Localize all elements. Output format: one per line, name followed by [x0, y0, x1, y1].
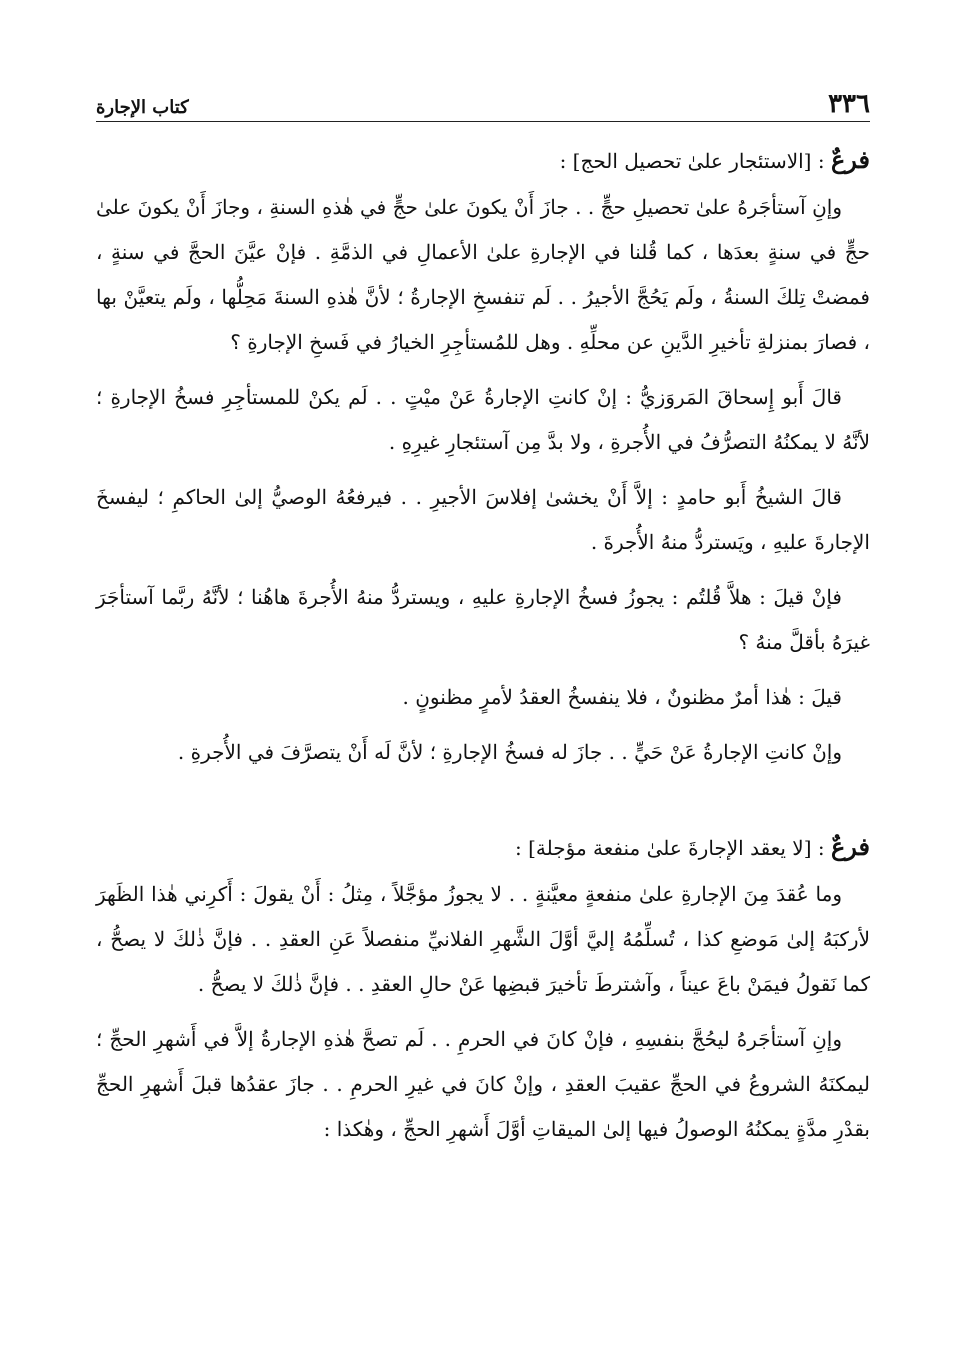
section-heading	[96, 825, 870, 870]
section-spacer	[96, 785, 870, 825]
paragraph: قالَ أَبو إِسحاقَ المَروَزيُّ : إنْ كانتِ الإجارةُ عَنْ ميْتٍ . . لَم يكنْ للمستأجِرِ فسخُ الإجارةِ ؛ لأنَّهُ لا يمكنُهُ التصرُّفُ في الأُجرةِ ، ولا بدَّ مِن آستئجارِ غيرِهِ .	[96, 385, 870, 454]
running-head	[96, 78, 870, 122]
page	[96, 0, 870, 1367]
section-label: فرعٌ	[830, 832, 870, 861]
paragraph: وإنِ آستأجَرهُ علىٰ تحصيلِ حجٍّ . . جازَ أَنْ يكونَ علىٰ حجٍّ في هٰذهِ السنةِ ، وجازَ أَنْ يكونَ علىٰ حجٍّ في سنةٍ بعدَها ، كما قُلنا في الإجارةِ علىٰ الأعمالِ في الذمَّةِ . فإنْ عيَّنَ الحجَّ في سنةٍ ، فمضتْ تِلكَ السنةُ ، ولَم يَحُجَّ الأجيرُ . . لَم تنفسخِ الإجارةُ ؛ لأنَّ هٰذهِ السنةَ مَحِلُّها ، ولَم يتعيَّنْ بها ، فصارَ بمنزلةِ تأخيرِ الدَّينِ عن محلِّهِ . وهل للمُستأجِرِ الخيارُ في فَسخِ الإجارةِ ؟	[96, 195, 870, 354]
paragraph: وإنْ كانتِ الإجارةُ عَنْ حَيٍّ . . جازَ له فسخُ الإجارةِ ؛ لأنَّ لَه أَنْ يتصرَّفَ في الأُجرةِ .	[177, 740, 842, 764]
paragraph: وما عُقدَ مِنَ الإجارةِ علىٰ منفعةٍ معيَّنةٍ . . لا يجوزُ مؤجَّلاً ، مِثلُ : أَنْ يقولَ : أَكرِني هٰذا الظَهرَ لأركبَهُ إلىٰ مَوضعِ كذا ، تُسلِّمُهُ إليَّ أوَّلَ الشَّهرِ الفلانيِّ منفصلاً عَنِ العقدِ . . فإنَّ ذٰلكَ لا يصحُّ ، كما نَقولُ فيمَنْ باعَ عيناً ، وآشترطَ تأخيرَ قبضِها عَنْ حالِ العقدِ . . فإنَّ ذٰلكَ لا يصحُّ .	[96, 882, 871, 996]
paragraph: قيلَ : هٰذا أمرٌ مظنونٌ ، فلا ينفسخُ العقدُ لأمرٍ مظنونٍ .	[402, 685, 842, 709]
paragraph: فإنْ قيلَ : هلاَّ قُلتُم : يجوزُ فسخُ الإجارةِ عليهِ ، ويستردُّ منهُ الأُجرةَ هاهُنا ؛ لأنَّهُ ربَّما آستأجَرَ غيرَهُ بأقلَّ منهُ ؟	[96, 585, 870, 654]
section-title: : [الاستئجار علىٰ تحصيل الحج] :	[559, 149, 825, 173]
page-number: ٣٣٦	[828, 89, 870, 119]
book-title: كتاب الإجارة	[96, 97, 189, 118]
paragraph: قالَ الشيخُ أَبو حامدٍ : إلاَّ أَنْ يخشىٰ إفلاسَ الأجيرِ . . فيرفعُهُ الوصيُّ إلىٰ الحاكمِ ؛ ليفسخَ الإجارةَ عليهِ ، ويَستردُّ منهُ الأُجرةَ .	[96, 485, 870, 554]
section-title: : [لا يعقد الإجارةَ علىٰ منفعة مؤجلة] :	[515, 836, 825, 860]
page-body	[96, 138, 870, 1162]
paragraph: وإنِ آستأجَرهُ ليحُجَّ بنفسِهِ ، فإنْ كانَ في الحرمِ . . لَم تصحَّ هٰذهِ الإجارةُ إلاَّ في أَشهرِ الحجِّ ؛ ليمكنَهُ الشروعُ في الحجِّ عقيبَ العقدِ ، وإنْ كانَ في غيرِ الحرمِ . . جازَ عقدُها قبلَ أَشهرِ الحجِّ بقدْرِ مدَّةٍ يمكنُهُ الوصولُ فيها إلىٰ الميقاتِ أوَّلَ أَشهرِ الحجِّ ، وهٰكذا :	[96, 1027, 870, 1141]
section-label: فرعٌ	[830, 145, 870, 174]
section-heading	[96, 138, 870, 183]
